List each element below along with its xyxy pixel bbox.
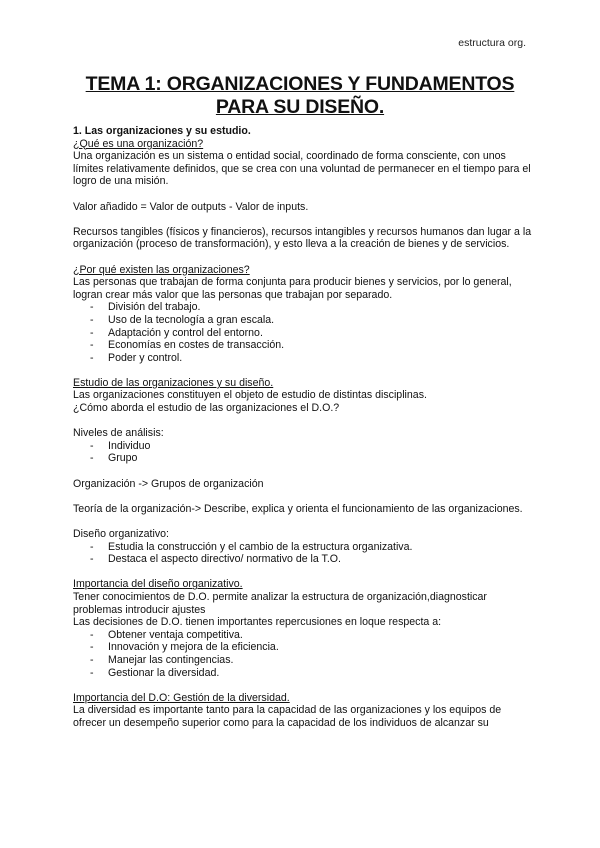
paragraph-diversidad: La diversidad es importante tanto para la capacidad de las organizaciones y los equipos de ofrecer un desempeño superior como para la capacidad de los individuos de alcanzar su bbox=[73, 704, 502, 729]
list-item: - Manejar las contingencias. bbox=[73, 654, 533, 667]
header-label: estructura org. bbox=[458, 37, 526, 49]
paragraph-diseno: Diseño organizativo: bbox=[73, 528, 169, 540]
page-title bbox=[60, 73, 540, 119]
subheading-que-es: ¿Qué es una organización? bbox=[73, 137, 204, 150]
paragraph-decisiones: Las decisiones de D.O. tienen importantes repercusiones en loque respecta a: bbox=[73, 616, 442, 629]
section-heading: 1. Las organizaciones y su estudio. bbox=[73, 125, 251, 137]
list-item: - Uso de la tecnología a gran escala. bbox=[73, 314, 533, 327]
list-item: - Destaca el aspecto directivo/ normativo de la T.O. bbox=[73, 553, 533, 566]
subheading-estudio: Estudio de las organizaciones y su diseño. bbox=[73, 376, 274, 389]
paragraph-valor-anadido: Valor añadido = Valor de outputs - Valor de inputs. bbox=[73, 200, 309, 213]
paragraph-como-aborda: ¿Cómo aborda el estudio de las organizaciones el D.O.? bbox=[73, 402, 340, 415]
list-levels bbox=[73, 440, 533, 465]
list-diseno bbox=[73, 541, 533, 566]
list-item: - Adaptación y control del entorno. bbox=[73, 327, 533, 340]
document-body bbox=[73, 125, 533, 730]
paragraph-personas: Las personas que trabajan de forma conjunta para producir bienes y servicios, por lo general, logran crear más valor que las personas que trabajan por separado. bbox=[73, 276, 512, 301]
paragraph-definition: Una organización es un sistema o entidad social, coordinado de forma consciente, con unos límites relativamente definidos, que se crea con una voluntad de permanecer en el tiempo para el logro de una misión. bbox=[73, 150, 531, 188]
title-line-1: TEMA 1: ORGANIZACIONES Y FUNDAMENTOS bbox=[85, 73, 515, 95]
paragraph-niveles: Niveles de análisis: bbox=[73, 427, 164, 440]
paragraph-disciplinas: Las organizaciones constituyen el objeto de estudio de distintas disciplinas. bbox=[73, 389, 427, 402]
list-item: - Economías en costes de transacción. bbox=[73, 339, 533, 352]
list-item: - Estudia la construcción y el cambio de la estructura organizativa. bbox=[73, 541, 533, 554]
title-line-2: PARA SU DISEÑO. bbox=[215, 96, 385, 118]
list-item: - Innovación y mejora de la eficiencia. bbox=[73, 641, 533, 654]
list-item: - Grupo bbox=[73, 452, 533, 465]
subheading-diversidad: Importancia del D.O: Gestión de la diversidad. bbox=[73, 691, 290, 704]
paragraph-teoria: Teoría de la organización-> Describe, explica y orienta el funcionamiento de las organizaciones. bbox=[73, 502, 523, 515]
list-item: - División del trabajo. bbox=[73, 301, 533, 314]
paragraph-recursos: Recursos tangibles (físicos y financieros), recursos intangibles y recursos humanos dan lugar a la organización (proceso de transformación), y esto lleva a la creación de bienes y de servicios. bbox=[73, 225, 532, 251]
paragraph-organizacion-grupos: Organización -> Grupos de organización bbox=[73, 477, 264, 490]
list-item: - Obtener ventaja competitiva. bbox=[73, 629, 533, 642]
list-reasons bbox=[73, 301, 533, 364]
list-repercusiones bbox=[73, 629, 533, 679]
paragraph-conocimientos: Tener conocimientos de D.O. permite analizar la estructura de organización,diagnosticar problemas introducir ajustes bbox=[73, 590, 487, 616]
list-item: - Poder y control. bbox=[73, 352, 533, 365]
subheading-por-que: ¿Por qué existen las organizaciones? bbox=[73, 263, 250, 276]
subheading-importancia: Importancia del diseño organizativo. bbox=[73, 578, 243, 591]
list-item: - Individuo bbox=[73, 440, 533, 453]
list-item: - Gestionar la diversidad. bbox=[73, 667, 533, 680]
